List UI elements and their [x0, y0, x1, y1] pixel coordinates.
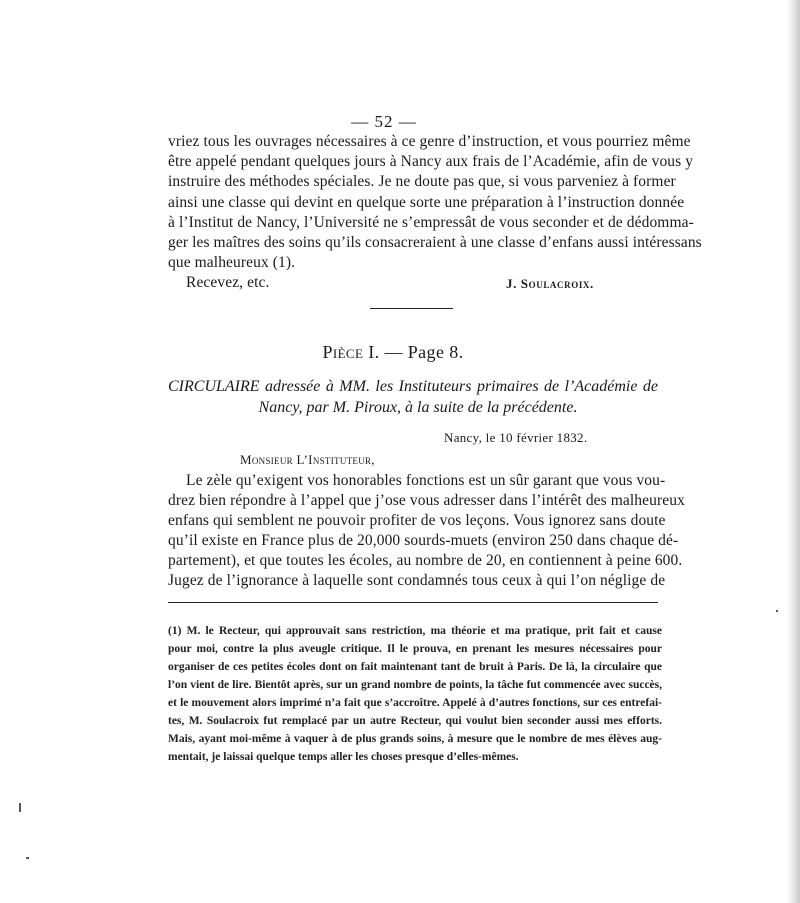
- piece-heading: [0, 342, 786, 363]
- paper-speck: [19, 803, 21, 812]
- footnote-line: mentait, je laissai quelque temps aller les choses presque d’elles-mêmes.: [168, 751, 519, 763]
- circular-line: enfans qui semblent ne pouvoir profiter de vos leçons. Vous ignorez sans doute: [168, 512, 666, 529]
- circular-line: partement), et que toutes les écoles, au nombre de 20, en contiennent à peine 600.: [168, 552, 683, 569]
- footnote-divider: [168, 602, 658, 603]
- footnote-line: tes, M. Soulacroix fut remplacé par un autre Recteur, qui voulut bien seconder aussi mes efforts.: [168, 715, 662, 727]
- footnote-line: (1) M. le Recteur, qui approuvait sans restriction, ma théorie et ma pratique, prit fait et cause: [168, 625, 662, 637]
- circular-title-line-2: Nancy, par M. Piroux, à la suite de la précédente.: [258, 399, 578, 416]
- salutation: Monsieur L’Instituteur,: [240, 452, 375, 467]
- footnote-line: l’on vient de lire. Bientôt après, sur un grand nombre de points, la tâche fut commencée avec succès,: [168, 679, 662, 691]
- page-number: — 52 —: [351, 112, 417, 131]
- letter-line: instruire des méthodes spéciales. Je ne doute pas que, si vous parveniez à former: [168, 173, 676, 190]
- circular-line: Le zèle qu’exigent vos honorables fonctions est un sûr garant que vous vou-: [186, 472, 666, 489]
- letter-closing: Recevez, etc.: [186, 274, 270, 291]
- circular-line: Jugez de l’ignorance à laquelle sont condamnés tous ceux à qui l’on néglige de: [168, 572, 666, 589]
- paper-speck: [26, 857, 29, 859]
- letter-line: ainsi une classe qui devint en quelque sorte une préparation à l’instruction donnée: [168, 194, 685, 211]
- dateline: Nancy, le 10 février 1832.: [444, 430, 588, 445]
- letter-line: que malheureux (1).: [168, 254, 296, 271]
- section-divider: [370, 308, 453, 309]
- page-edge-shadow: [786, 0, 800, 903]
- circular-title-line-1: CIRCULAIRE adressée à MM. les Instituteurs primaires de l’Académie de: [168, 378, 658, 395]
- footnote-line: et le mouvement alors imprimé n’a fait que s’accroître. Appelé à d’autres fonctions, sur ces entrefai-: [168, 697, 662, 709]
- letter-line: ger les maîtres des soins qu’ils consacreraient à une classe d’enfans aussi intéressans: [168, 234, 702, 251]
- paper-speck: [776, 610, 778, 612]
- piece-heading-label: Pièce: [322, 342, 364, 362]
- circular-line: qu’il existe en France plus de 20,000 sourds-muets (environ 250 dans chaque dé-: [168, 532, 679, 549]
- footnote-line: Mais, ayant moi-même à vaquer à de plus grands soins, à mesure que le nombre de mes élèves aug-: [168, 733, 662, 745]
- footnote-line: pour moi, contre la plus aveugle critique. Il le prouva, en prenant les mesures nécessaires pour: [168, 643, 662, 655]
- letter-line: vriez tous les ouvrages nécessaires à ce genre d’instruction, et vous pourriez même: [168, 133, 691, 150]
- footnote-line: organiser de ces petites écoles dont on fait maintenant tant de bruit à Paris. De là, la circulaire que: [168, 661, 662, 673]
- letter-line: à l’Institut de Nancy, l’Université ne s’empressât de vous seconder et de dédomma-: [168, 214, 694, 231]
- signature: [506, 276, 594, 292]
- piece-heading-rest: I. — Page 8.: [368, 342, 464, 362]
- letter-line: être appelé pendant quelques jours à Nancy aux frais de l’Académie, afin de vous y: [168, 153, 694, 170]
- circular-line: drez bien répondre à l’appel que j’ose vous adresser dans l’intérêt des malheureux: [168, 492, 685, 509]
- signature-name: J. Soulacroix.: [506, 276, 594, 291]
